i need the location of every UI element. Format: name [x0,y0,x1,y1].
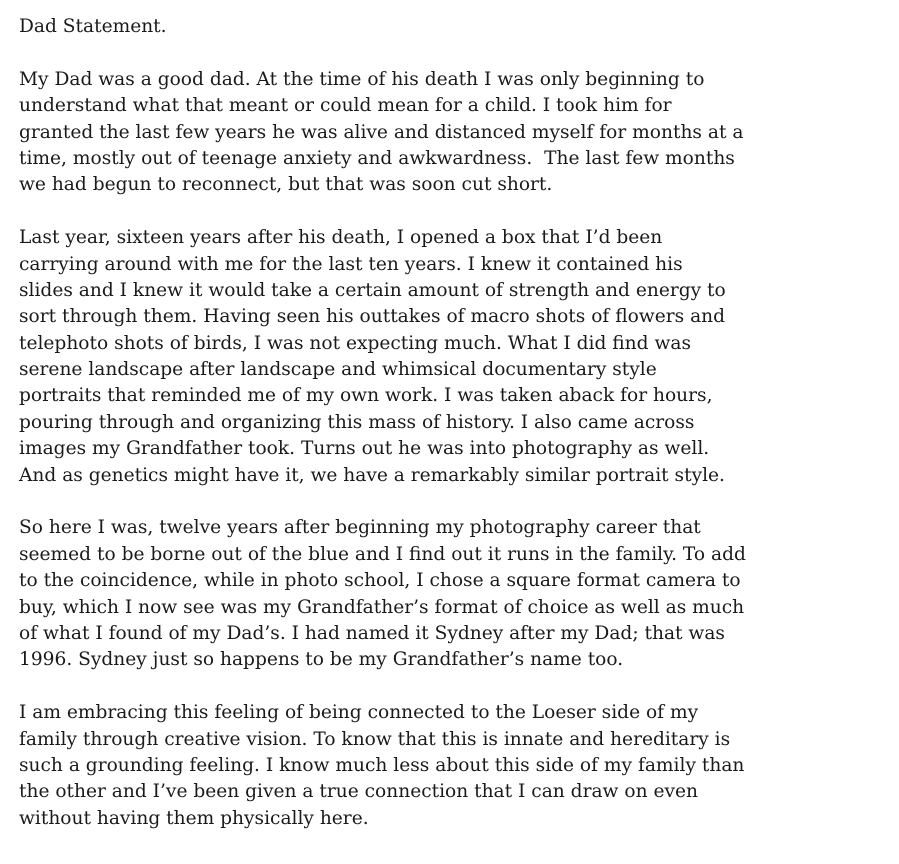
text-line: family through creative vision. To know that this is innate and hereditary is [19,728,731,750]
text-line: So here I was, twelve years after beginning my photography career that [19,517,701,539]
text-line: images my Grandfather took. Turns out he was into photography as well. [19,438,710,460]
text-line: portraits that reminded me of my own work. I was taken aback for hours, [19,385,713,407]
text-line: telephoto shots of birds, I was not expecting much. What I did find was [19,332,691,354]
text-line: My Dad was a good dad. At the time of his death I was only beginning to [19,68,705,90]
text-line: sort through them. Having seen his outtakes of macro shots of flowers and [19,306,726,328]
text-line: carrying around with me for the last ten years. I knew it contained his [19,253,683,275]
text-line: granted the last few years he was alive and distanced myself for months at a [19,121,744,143]
text-line: understand what that meant or could mean for a child. I took him for [19,95,672,117]
text-line: without having them physically here. [19,807,369,829]
text-line: seemed to be borne out of the blue and I find out it runs in the family. To add [19,543,746,565]
text-line: such a grounding feeling. I know much less about this side of my family than [19,754,745,776]
text-line: pouring through and organizing this mass of history. I also came across [19,411,695,433]
text-line: we had begun to reconnect, but that was soon cut short. [19,174,553,196]
paragraph-2 [19,225,891,489]
text-line: slides and I knew it would take a certain amount of strength and energy to [19,279,726,301]
paragraph-1 [19,67,891,199]
text-line: Last year, sixteen years after his death, I opened a box that I’d been [19,227,663,249]
document-title: Dad Statement. [19,16,167,37]
text-line: I am embracing this feeling of being connected to the Loeser side of my [19,702,699,724]
text-line: buy, which I now see was my Grandfather’s format of choice as well as much [19,596,745,618]
document-body [19,14,891,859]
text-line: 1996. Sydney just so happens to be my Grandfather’s name too. [19,649,624,671]
paragraph-3 [19,515,891,673]
paragraph-4 [19,700,891,832]
text-line: the other and I’ve been given a true connection that I can draw on even [19,781,698,803]
text-line: And as genetics might have it, we have a remarkably similar portrait style. [19,464,725,486]
text-line: to the coincidence, while in photo school, I chose a square format camera to [19,570,741,592]
text-line: time, mostly out of teenage anxiety and awkwardness. The last few months [19,147,735,169]
text-line: of what I found of my Dad’s. I had named it Sydney after my Dad; that was [19,622,725,644]
text-line: serene landscape after landscape and whimsical documentary style [19,359,657,381]
